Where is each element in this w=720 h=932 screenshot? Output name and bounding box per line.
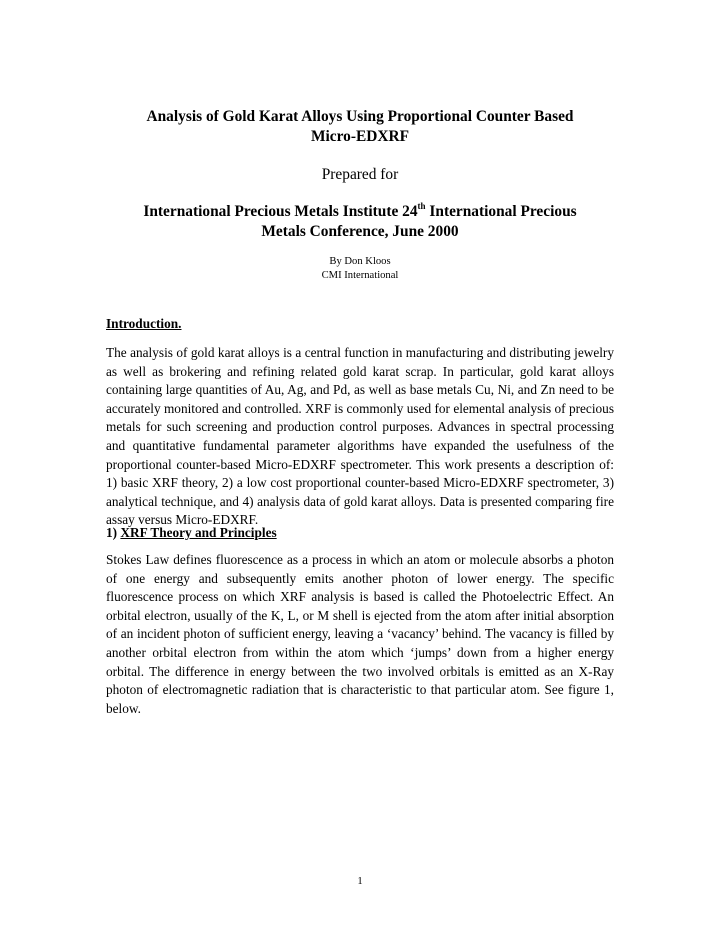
introduction-paragraph: The analysis of gold karat alloys is a central function in manufacturing and distributing jewelry as well as brokering and refining related gold karat scrap. In particular, gold karat alloys containing large quantities of Au, Ag, and Pd, as well as base metals Cu, Ni, and Zn need to be accurately monitored and controlled. XRF is commonly used for elemental analysis of precious metals for such screening and production control purposes. Advances in spectral processing and quantitative fundamental parameter algorithms have expanded the usefulness of the proportional counter-based Micro-EDXRF spectrometer. This work presents a description of: 1) basic XRF theory, 2) a low cost proportional counter-based Micro-EDXRF spectrometer, 3) analytical technique, and 4) analysis data of gold karat alloys. Data is presented comparing fire assay versus Micro-EDXRF. bbox=[106, 345, 614, 528]
document-title bbox=[100, 107, 620, 147]
section-1-paragraph: Stokes Law defines fluorescence as a process in which an atom or molecule absorbs a photon of one energy and subsequently emits another photon of lower energy. The specific fluorescence process on which XRF analysis is based is called the Photoelectric Effect. An orbital electron, usually of the K, L, or M shell is ejected from the atom after initial absorption of an incident photon of sufficient energy, leaving a ‘vacancy’ behind. The vacancy is filled by another orbital electron from within the atom which ‘jumps’ down from a higher energy orbital. The difference in energy between the two involved orbitals is emitted as an X-Ray photon of electromagnetic radiation that is characteristic to that particular atom. See figure 1, below. bbox=[106, 552, 614, 716]
title-line-1: Analysis of Gold Karat Alloys Using Proportional Counter Based bbox=[146, 108, 574, 125]
conference-name-part-1: International Precious Metals Institute 24 bbox=[143, 203, 418, 220]
introduction-heading: Introduction. bbox=[106, 316, 182, 331]
section-1-heading bbox=[106, 524, 277, 541]
conference-name-line-2: Metals Conference, June 2000 bbox=[261, 223, 459, 240]
page-number: 1 bbox=[357, 876, 363, 887]
section-1-number: 1) bbox=[106, 525, 118, 540]
conference-title bbox=[100, 202, 620, 242]
author: By Don Kloos bbox=[329, 256, 391, 267]
conference-name-part-2: International Precious bbox=[425, 203, 577, 220]
section-1-title: XRF Theory and Principles bbox=[120, 525, 277, 540]
title-line-2: Micro-EDXRF bbox=[310, 128, 410, 145]
affiliation: CMI International bbox=[321, 270, 399, 281]
conference-ordinal-suffix: th bbox=[417, 201, 426, 211]
prepared-for: Prepared for bbox=[321, 166, 399, 183]
